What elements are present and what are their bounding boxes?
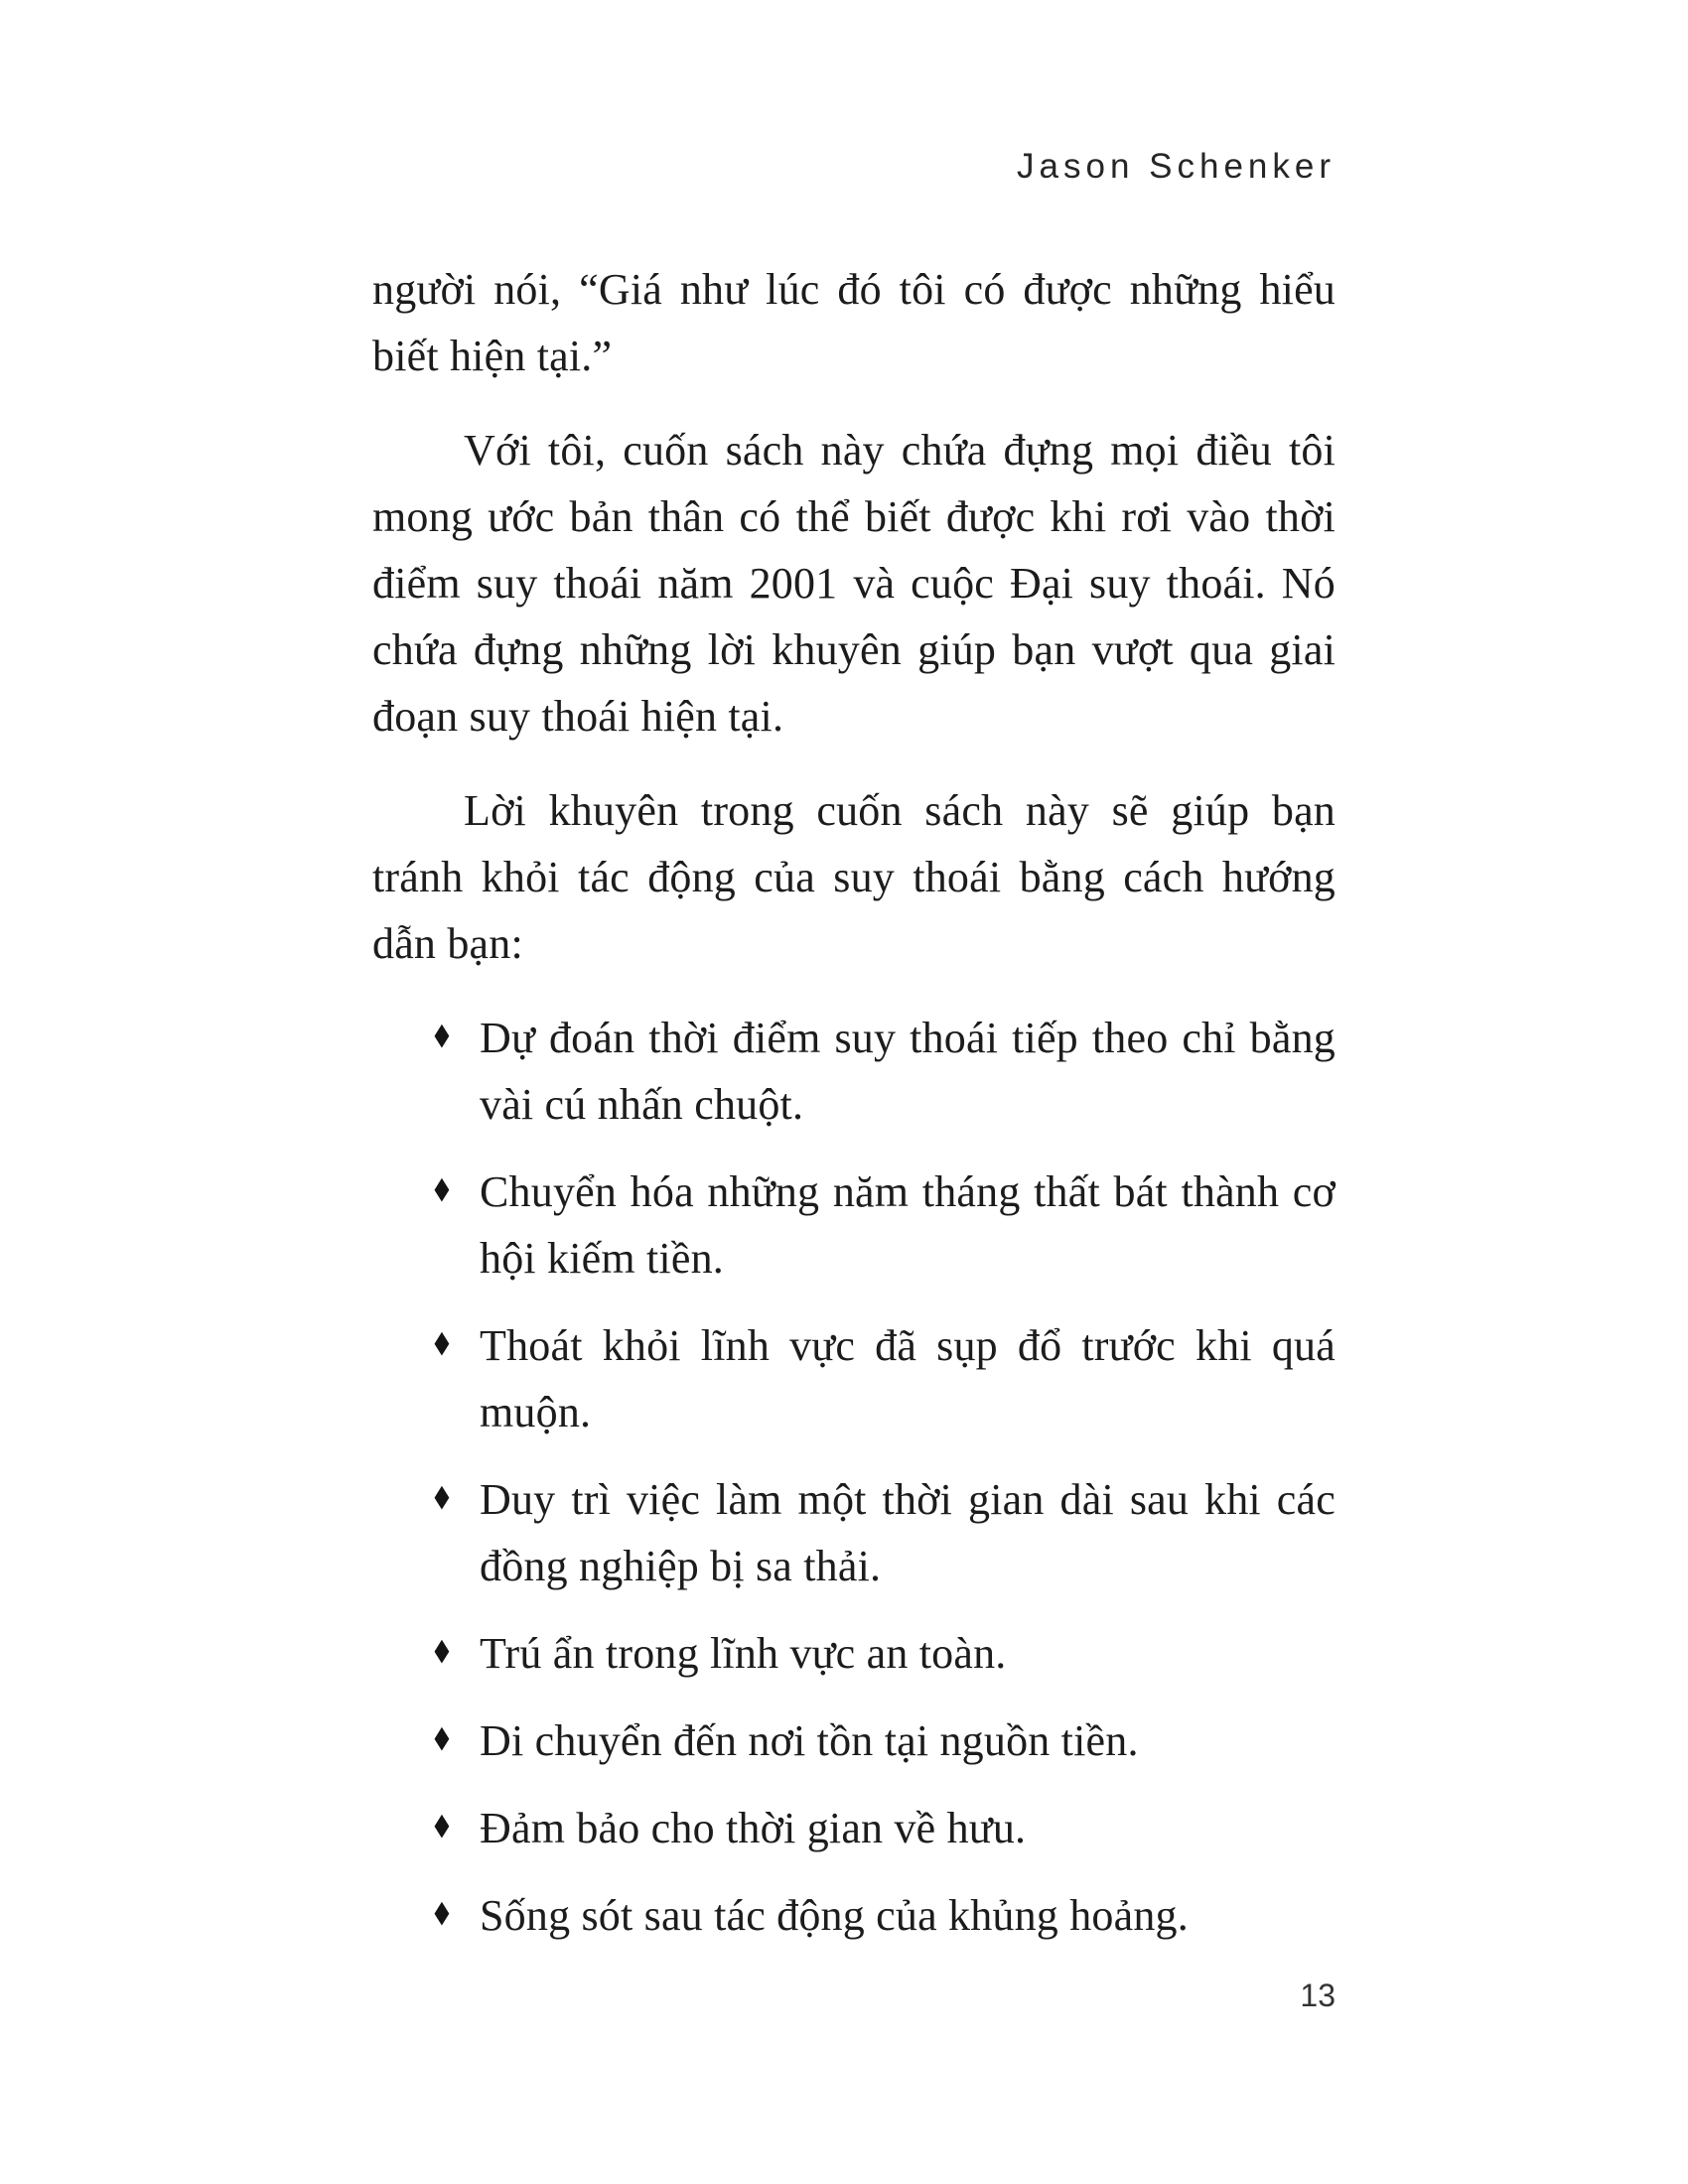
diamond-bullet-icon: ♦ (430, 1480, 454, 1518)
bullet-text: Di chuyển đến nơi tồn tại nguồn tiền. (480, 1716, 1139, 1765)
diamond-bullet-icon: ♦ (430, 1896, 454, 1934)
diamond-bullet-icon: ♦ (430, 1019, 454, 1056)
diamond-bullet-icon: ♦ (430, 1809, 454, 1846)
bullet-text: Thoát khỏi lĩnh vực đã sụp đổ trước khi quá muộn. (480, 1321, 1336, 1436)
diamond-bullet-icon: ♦ (430, 1721, 454, 1759)
list-item (372, 1159, 1336, 1292)
running-header-author: Jason Schenker (1017, 147, 1336, 186)
diamond-bullet-icon: ♦ (430, 1326, 454, 1364)
list-item (372, 1005, 1336, 1138)
page-number: 13 (1300, 1978, 1336, 2013)
list-item (372, 1707, 1336, 1774)
bullet-text: Sống sót sau tác động của khủng hoảng. (480, 1891, 1189, 1940)
bullet-text: Duy trì việc làm một thời gian dài sau khi các đồng nghiệp bị sa thải. (480, 1475, 1336, 1590)
bullet-list (372, 1005, 1336, 1949)
list-item (372, 1312, 1336, 1445)
list-item (372, 1795, 1336, 1861)
paragraph: Với tôi, cuốn sách này chứa đựng mọi điều tôi mong ước bản thân có thể biết được khi rơi vào thời điểm suy thoái năm 2001 và cuộc Đại suy thoái. Nó chứa đựng những lời khuyên giúp bạn vượt qua giai đoạn suy thoái hiện tại. (372, 426, 1336, 741)
bullet-text: Đảm bảo cho thời gian về hưu. (480, 1804, 1027, 1852)
diamond-bullet-icon: ♦ (430, 1172, 454, 1210)
paragraph-continuation: người nói, “Giá như lúc đó tôi có được những hiểu biết hiện tại.” (372, 265, 1336, 380)
list-item (372, 1620, 1336, 1687)
list-item (372, 1882, 1336, 1949)
bullet-text: Trú ẩn trong lĩnh vực an toàn. (480, 1629, 1007, 1678)
page-content (372, 256, 1336, 1970)
paragraph-list-intro: Lời khuyên trong cuốn sách này sẽ giúp bạn tránh khỏi tác động của suy thoái bằng cách hướng dẫn bạn: (372, 786, 1336, 968)
bullet-text: Chuyển hóa những năm tháng thất bát thành cơ hội kiếm tiền. (480, 1167, 1336, 1283)
diamond-bullet-icon: ♦ (430, 1634, 454, 1672)
bullet-text: Dự đoán thời điểm suy thoái tiếp theo chỉ bằng vài cú nhấn chuột. (480, 1014, 1336, 1129)
list-item (372, 1466, 1336, 1599)
